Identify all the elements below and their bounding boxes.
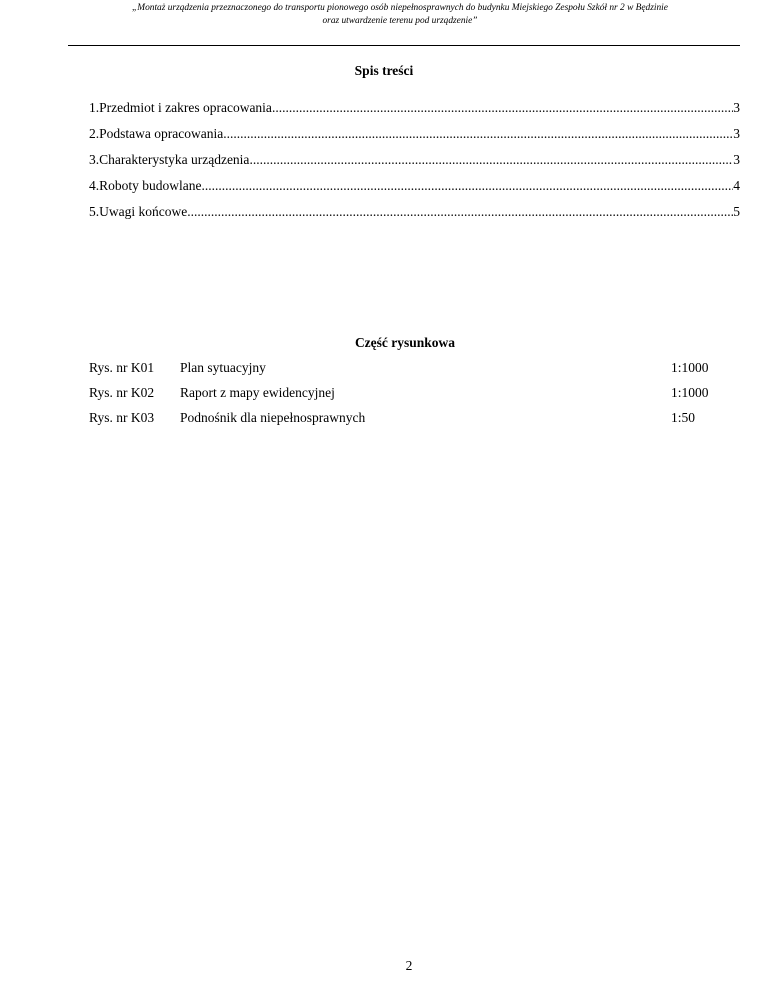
toc-dot-leader bbox=[223, 126, 733, 142]
drawing-row bbox=[89, 410, 740, 435]
toc-entry-label: 3.Charakterystyka urządzenia bbox=[89, 152, 250, 167]
drawing-title: Raport z mapy ewidencyjnej bbox=[180, 385, 335, 400]
toc-entry-label: 2.Podstawa opracowania bbox=[89, 126, 224, 141]
drawing-row bbox=[89, 360, 740, 385]
toc-entry-przedmiot[interactable] bbox=[89, 100, 740, 126]
toc-entry-charakterystyka[interactable] bbox=[89, 152, 740, 178]
drawing-title: Podnośnik dla niepełnosprawnych bbox=[180, 410, 366, 425]
toc-entry-label: 4.Roboty budowlane bbox=[89, 178, 202, 193]
drawing-number: Rys. nr K01 bbox=[89, 360, 155, 375]
toc-entry-page: 4 bbox=[733, 178, 740, 193]
drawing-number: Rys. nr K03 bbox=[89, 410, 155, 425]
drawing-scale: 1:50 bbox=[671, 410, 696, 425]
toc-entry-page: 3 bbox=[733, 126, 740, 141]
toc-dot-leader bbox=[272, 100, 733, 116]
toc-entry-page: 5 bbox=[733, 204, 740, 219]
page-number: 2 bbox=[405, 958, 413, 973]
drawings-section-title: Część rysunkowa bbox=[354, 335, 456, 350]
toc-dot-leader bbox=[249, 152, 733, 168]
toc-dot-leader bbox=[202, 178, 734, 194]
toc-entry-label: 5.Uwagi końcowe bbox=[89, 204, 188, 219]
toc-entry-page: 3 bbox=[733, 152, 740, 167]
toc-dot-leader bbox=[187, 204, 733, 220]
drawing-title: Plan sytuacyjny bbox=[180, 360, 266, 375]
page-header bbox=[60, 2, 740, 28]
header-line-2: oraz utwardzenie terenu pod urządzenie” bbox=[322, 16, 478, 26]
toc-title: Spis treści bbox=[354, 63, 414, 78]
drawing-number: Rys. nr K02 bbox=[89, 385, 155, 400]
toc-entry-page: 3 bbox=[733, 100, 740, 115]
drawings-list bbox=[89, 360, 740, 435]
toc-entry-uwagi[interactable] bbox=[89, 204, 740, 230]
drawing-scale: 1:1000 bbox=[671, 385, 709, 400]
toc-entry-roboty[interactable] bbox=[89, 178, 740, 204]
header-line-1: „Montaż urządzenia przeznaczonego do transportu pionowego osób niepełnosprawnych do budynku Miejskiego Zespołu Szkół nr 2 w Będzinie bbox=[132, 3, 668, 13]
table-of-contents bbox=[89, 100, 740, 230]
toc-entry-podstawa[interactable] bbox=[89, 126, 740, 152]
header-divider bbox=[68, 45, 740, 46]
drawing-row bbox=[89, 385, 740, 410]
drawing-scale: 1:1000 bbox=[671, 360, 709, 375]
toc-entry-label: 1.Przedmiot i zakres opracowania bbox=[89, 100, 272, 115]
